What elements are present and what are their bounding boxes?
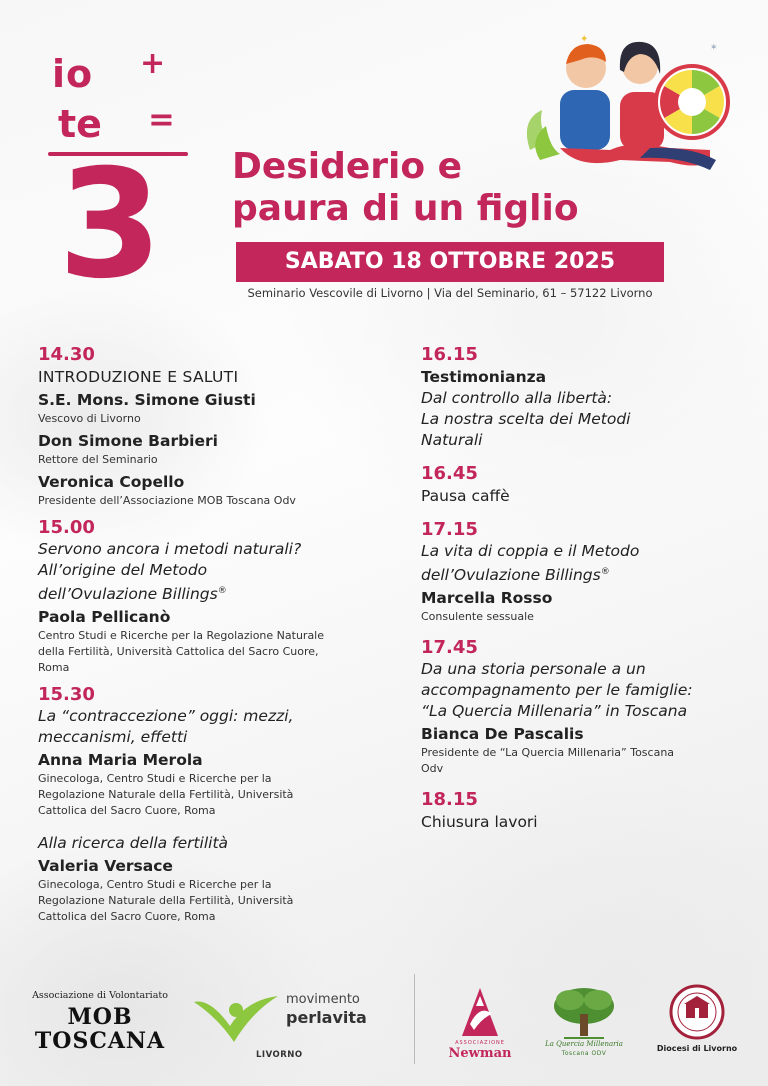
session-time: 14.30: [38, 344, 95, 365]
oak-tree-icon: [544, 984, 624, 1040]
diocesi-name: Diocesi di Livorno: [656, 1044, 738, 1053]
talk-title: Da una storia personale a un: [421, 660, 646, 679]
speaker-name: Anna Maria Merola: [38, 751, 203, 770]
program-column-right: [421, 344, 741, 833]
mpv-line-1: movimento: [286, 992, 360, 1007]
talk-title: meccanismi, effetti: [38, 728, 188, 747]
speaker-role: Consulente sessuale: [421, 610, 534, 624]
diocesi-livorno-logo: [652, 984, 742, 1068]
equation-equals: =: [148, 100, 175, 138]
talk-title: Alla ricerca della fertilità: [38, 834, 229, 853]
mob-name: MOB: [67, 1004, 133, 1030]
equation-three: 3: [58, 138, 163, 312]
svg-text:✶: ✶: [710, 43, 718, 53]
registered-mark: ®: [600, 567, 610, 577]
session-heading: Testimonianza: [421, 368, 547, 386]
talk-title: La nostra scelta dei Metodi: [421, 410, 631, 428]
talk-title: Dal controllo alla libertà:: [421, 389, 613, 407]
speaker-role: Ginecologa, Centro Studi e Ricerche per la: [38, 878, 272, 892]
session-label: Pausa caffè: [421, 487, 510, 505]
equation-te: te: [58, 102, 102, 146]
talk-title: Servono ancora i metodi naturali?: [38, 540, 302, 558]
mob-caption: Associazione di Volontariato: [32, 990, 168, 1001]
sponsor-logos: [0, 970, 768, 1070]
session-label: Chiusura lavori: [421, 813, 538, 832]
speaker-name: Valeria Versace: [38, 857, 173, 876]
talk-title: Naturali: [421, 431, 483, 449]
talk-title: All’origine del Metodo: [38, 561, 208, 579]
quercia-region: Toscana ODV: [561, 1050, 607, 1057]
speaker-name: Paola Pellicanò: [38, 608, 171, 627]
equation-plus: +: [140, 46, 166, 81]
speaker-role: Vescovo di Livorno: [38, 412, 141, 425]
mpv-city: LIVORNO: [256, 1050, 303, 1060]
talk-title: accompagnamento per le famiglie:: [421, 681, 693, 700]
diocese-seal-icon: [652, 984, 742, 1040]
title-line-2: paura di un figlio: [232, 188, 579, 229]
speaker-name: Marcella Rosso: [421, 589, 553, 608]
speaker-role: Centro Studi e Ricerche per la Regolazione Naturale: [38, 629, 325, 643]
newman-logo: [440, 984, 520, 1064]
equation-io: io: [52, 52, 94, 96]
speaker-name: S.E. Mons. Simone Giusti: [38, 391, 256, 409]
mob-region: TOSCANA: [34, 1028, 166, 1054]
talk-title-text: dell’Ovulazione Billings: [421, 566, 601, 585]
session-time: 16.45: [421, 463, 478, 484]
session-time: 15.00: [38, 517, 95, 538]
speaker-role: Rettore del Seminario: [38, 453, 158, 466]
movimento-per-la-vita-logo: [190, 992, 370, 1062]
speaker-name: Don Simone Barbieri: [38, 432, 218, 450]
talk-title: [38, 581, 358, 605]
session-heading: INTRODUZIONE E SALUTI: [38, 368, 239, 386]
speaker-name: Bianca De Pascalis: [421, 725, 584, 744]
speaker-role: della Fertilità, Università Cattolica del Sacro Cuore,: [38, 645, 319, 659]
speaker-role: Regolazione Naturale della Fertilità, Università: [38, 894, 294, 908]
speaker-role: Cattolica del Sacro Cuore, Roma: [38, 804, 216, 818]
speaker-role: Cattolica del Sacro Cuore, Roma: [38, 910, 216, 924]
quercia-millenaria-logo: [544, 984, 624, 1068]
page-title: [232, 146, 702, 230]
talk-title: La vita di coppia e il Metodo: [421, 542, 640, 560]
venue-address: Seminario Vescovile di Livorno | Via del Seminario, 61 – 57122 Livorno: [247, 286, 653, 300]
newman-caption: ASSOCIAZIONE: [455, 1040, 505, 1046]
speaker-role: Odv: [421, 762, 444, 776]
talk-title-text: dell’Ovulazione Billings: [38, 585, 218, 604]
speaker-name: Veronica Copello: [38, 473, 185, 491]
mpv-heart-icon: [190, 992, 282, 1048]
session-time: 15.30: [38, 684, 95, 706]
session-time: 16.15: [421, 344, 478, 365]
mpv-line-2: perlavita: [286, 1008, 367, 1027]
speaker-role: Roma: [38, 661, 70, 675]
svg-text:✦: ✦: [580, 34, 589, 45]
speaker-role: Regolazione Naturale della Fertilità, Università: [38, 788, 294, 802]
talk-title: [421, 562, 741, 586]
talk-title: “La Quercia Millenaria” in Toscana: [421, 702, 688, 721]
newman-emblem-icon: [440, 984, 520, 1040]
footer-divider: [414, 974, 415, 1064]
session-time: 17.15: [421, 519, 478, 540]
speaker-role: Presidente de “La Quercia Millenaria” Toscana: [421, 746, 675, 760]
mob-toscana-logo: [30, 990, 170, 1053]
speaker-role: Ginecologa, Centro Studi e Ricerche per la: [38, 772, 272, 786]
session-time: 18.15: [421, 789, 478, 811]
quercia-name: La Quercia Millenaria: [545, 1040, 623, 1048]
date-banner: SABATO 18 OTTOBRE 2025: [236, 242, 664, 282]
registered-mark: ®: [217, 586, 227, 596]
program-column-left: [38, 344, 358, 925]
session-time: 17.45: [421, 637, 478, 659]
speaker-role: Presidente dell’Associazione MOB Toscana Odv: [38, 494, 296, 507]
title-line-1: Desiderio e: [232, 146, 463, 187]
talk-title: La “contraccezione” oggi: mezzi,: [38, 707, 294, 726]
newman-name: Newman: [448, 1046, 512, 1061]
